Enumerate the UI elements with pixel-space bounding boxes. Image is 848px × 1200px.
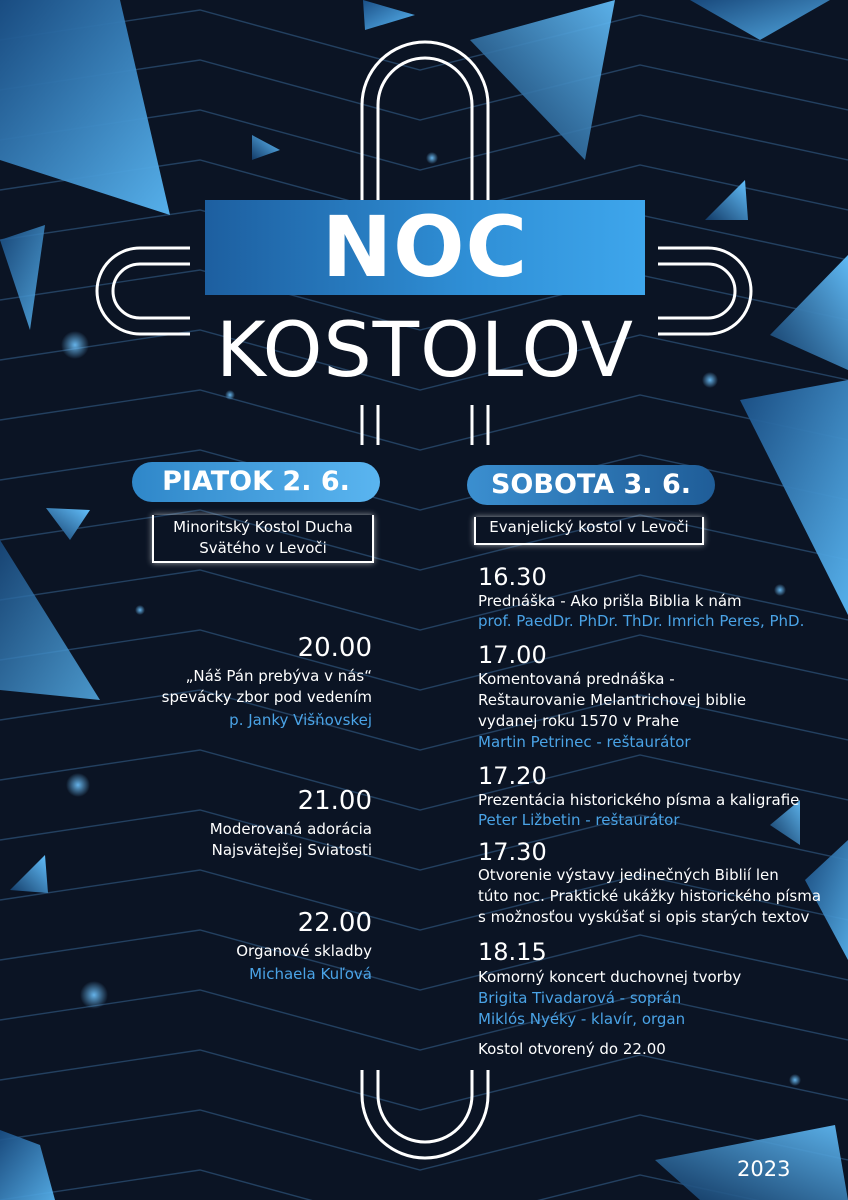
saturday-closing-note: Kostol otvorený do 22.00 <box>478 1040 666 1058</box>
title-kostolov: KOSTOLOV <box>215 305 635 394</box>
saturday-event-time: 17.30 <box>478 838 547 866</box>
friday-venue-line2: Svätého v Levoči <box>199 539 327 557</box>
saturday-event-performer: Brigita Tivadarová - soprán <box>478 989 682 1007</box>
saturday-venue: Evanjelický kostol v Levoči <box>474 517 704 545</box>
title-noc: NOC <box>321 198 529 296</box>
year-label: 2023 <box>737 1157 791 1181</box>
friday-day-label: PIATOK 2. 6. <box>132 462 380 502</box>
saturday-event-time: 16.30 <box>478 563 547 591</box>
friday-venue <box>152 515 374 563</box>
saturday-event-line: Prednáška - Ako prišla Biblia k nám <box>478 592 742 610</box>
saturday-event-line: Prezentácia historického písma a kaligrafie <box>478 791 800 809</box>
friday-event-performer: Michaela Kuľová <box>249 965 372 983</box>
friday-event-line: Organové skladby <box>236 942 372 960</box>
saturday-event-time: 17.20 <box>478 762 547 790</box>
saturday-day-label: SOBOTA 3. 6. <box>467 465 715 505</box>
friday-event-line: Moderovaná adorácia <box>209 820 372 838</box>
saturday-event-time: 18.15 <box>478 938 547 966</box>
saturday-event-line: túto noc. Praktické ukážky historického písma <box>478 887 822 905</box>
saturday-event-line: Otvorenie výstavy jedinečných Biblií len <box>478 866 779 884</box>
friday-event-performer: p. Janky Višňovskej <box>229 711 372 729</box>
saturday-event-line: s možnosťou vyskúšať si opis starých textov <box>478 908 810 926</box>
saturday-event-performer: prof. PaedDr. PhDr. ThDr. Imrich Peres, PhD. <box>478 612 805 630</box>
saturday-event-line: vydanej roku 1570 v Prahe <box>478 712 680 730</box>
saturday-event-time: 17.00 <box>478 641 547 669</box>
friday-event-line: „Náš Pán prebýva v nás“ <box>185 667 372 685</box>
saturday-event-line: Reštaurovanie Melantrichovej biblie <box>478 691 747 709</box>
saturday-event-performer: Miklós Nyéky - klavír, organ <box>478 1010 686 1028</box>
friday-event-line: Najsvätejšej Sviatosti <box>211 841 372 859</box>
saturday-event-performer: Martin Petrinec - reštaurátor <box>478 733 691 751</box>
saturday-event-line: Komentovaná prednáška - <box>478 670 675 688</box>
saturday-event-performer: Peter Ližbetin - reštaurátor <box>478 811 680 829</box>
friday-event-time: 22.00 <box>297 908 372 938</box>
friday-event-time: 21.00 <box>297 786 372 816</box>
saturday-event-line: Komorný koncert duchovnej tvorby <box>478 968 742 986</box>
friday-event-time: 20.00 <box>297 633 372 663</box>
friday-event-line: spevácky zbor pod vedením <box>161 688 372 706</box>
friday-venue-line1: Minoritský Kostol Ducha <box>173 518 353 536</box>
